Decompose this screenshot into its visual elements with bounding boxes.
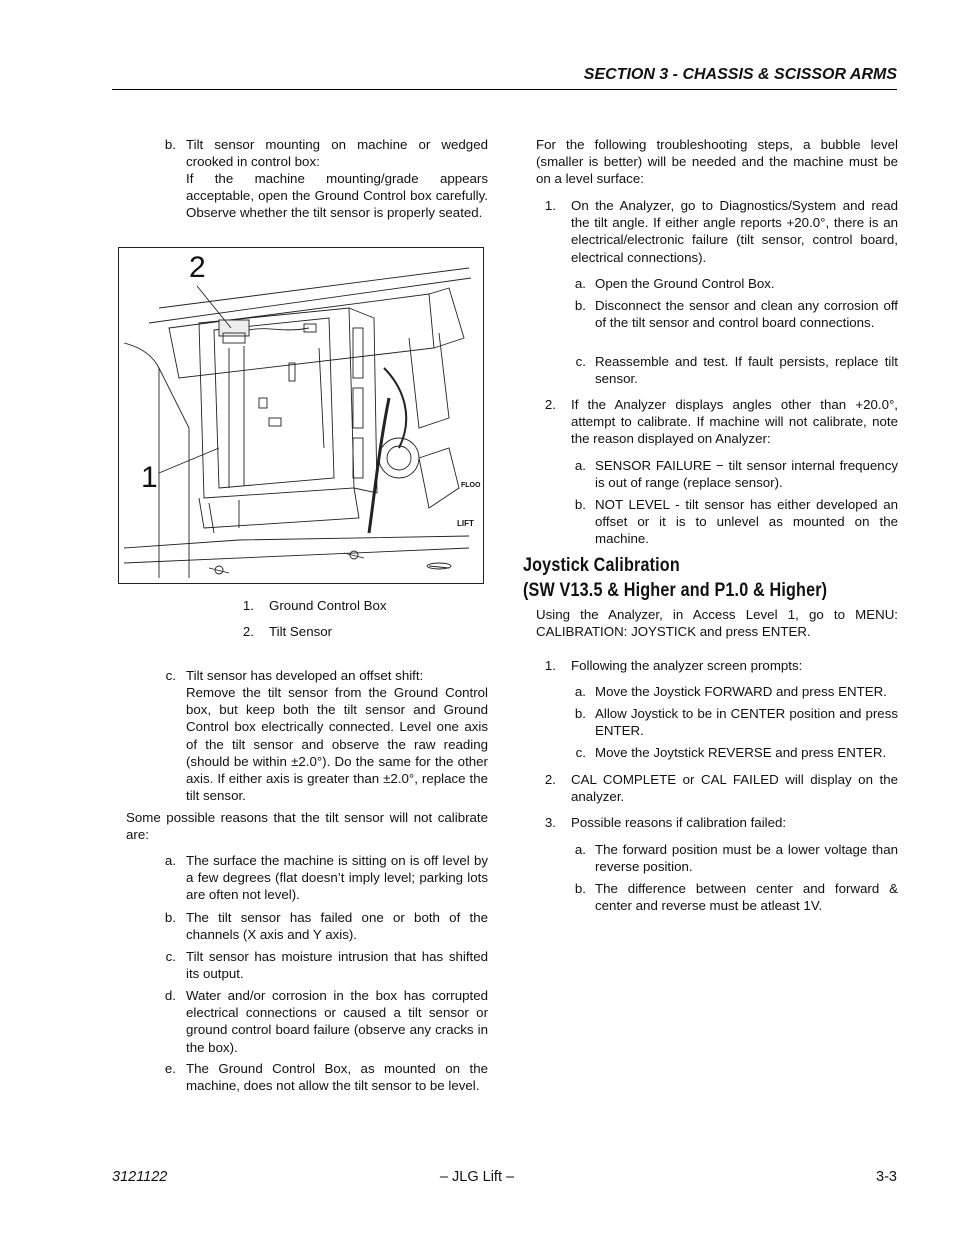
ground-control-box-figure [118,247,484,584]
step-text: If the Analyzer displays angles other than +20.0°, attempt to calibrate. If machine will not calibrate, note the reason displayed on Analyzer: [571,397,898,447]
list-marker: e. [164,1061,176,1076]
sub-marker: b. [574,497,586,512]
sub-text: The difference between center and forward & center and reverse must be atleast 1V. [595,881,898,914]
sub-marker: b. [574,706,586,721]
list-item: The surface the machine is sitting on is off level by a few degrees (flat doesn’t imply level; parking lots are often not level). [186,853,488,903]
step-text: On the Analyzer, go to Diagnostics/System and read the tilt angle. If either angle reports +20.0°, there is an electrical/electronic failure (tilt sensor, control board, electrical connections). [571,198,898,265]
sub-marker: a. [574,458,586,473]
list-marker: b. [164,910,176,925]
reasons-intro: Some possible reasons that the tilt sensor will not calibrate are: [126,810,488,843]
list-marker: a. [164,853,176,868]
sub-text: NOT LEVEL - tilt sensor has either developed an offset or it is to unlevel as mounted on the machine. [595,497,898,547]
joystick-intro: Using the Analyzer, in Access Level 1, go to MENU: CALIBRATION: JOYSTICK and press ENTER. [536,607,898,640]
sub-text: Disconnect the sensor and clean any corrosion off of the tilt sensor and control board connections. [595,298,898,331]
sub-marker: b. [574,298,586,313]
header-rule [112,89,897,90]
section-heading-line2: (SW V13.5 & Higher and P1.0 & Higher) [523,580,828,601]
footer-center: – JLG Lift – [439,1169,515,1185]
list-item: The Ground Control Box, as mounted on the machine, does not allow the tilt sensor to be level. [186,1061,488,1094]
legend-label: Tilt Sensor [269,624,333,639]
footer-page-number: 3-3 [876,1169,897,1185]
step-marker: 1. [544,658,556,673]
sub-marker: a. [574,684,586,699]
list-marker: d. [164,988,176,1003]
sub-text: Open the Ground Control Box. [595,276,775,291]
sub-text: The forward position must be a lower voltage than reverse position. [595,842,898,875]
item-c-detail: Remove the tilt sensor from the Ground Control box, but keep both the tilt sensor and Ground Control box electrically connected. Level one axis of the tilt sensor and observe the raw reading (should be within ±2.0°). Do the same for the other axis. If either axis is greater than ±2.0°, replace the tilt sensor. [186,685,488,804]
step-marker: 2. [544,772,556,787]
item-b-detail: If the machine mounting/grade appears acceptable, open the Ground Control box carefully. Observe whether the tilt sensor is properly seated. [186,171,488,221]
section-heading-line1: Joystick Calibration [523,555,680,576]
step-marker: 1. [544,198,556,213]
step-marker: 3. [544,815,556,830]
sub-text: Move the Joytstick REVERSE and press ENTER. [595,745,887,760]
item-c-marker: c. [165,668,176,683]
figure-illustration [119,248,483,583]
step-text: CAL COMPLETE or CAL FAILED will display on the analyzer. [571,772,898,805]
sub-marker: c. [575,354,586,369]
sub-marker: a. [574,842,586,857]
sub-text: Allow Joystick to be in CENTER position and press ENTER. [595,706,898,739]
step-text: Possible reasons if calibration failed: [571,815,787,830]
item-c-text: Tilt sensor has developed an offset shift: [186,668,424,683]
step-marker: 2. [544,397,556,412]
machine-stamp-floor: FLOO [461,482,481,489]
item-b-marker: b. [164,137,176,152]
legend-num: 1. [242,598,254,613]
item-b-text: Tilt sensor mounting on machine or wedged crooked in control box: [186,137,488,170]
sub-marker: b. [574,881,586,896]
sub-text: Reassemble and test. If fault persists, replace tilt sensor. [595,354,898,387]
step-text: Following the analyzer screen prompts: [571,658,803,673]
list-item: The tilt sensor has failed one or both of the channels (X axis and Y axis). [186,910,488,943]
list-item: Water and/or corrosion in the box has corrupted electrical connections or caused a tilt sensor or ground control board failure (observe any cracks in the box). [186,988,488,1055]
list-item: Tilt sensor has moisture intrusion that has shifted its output. [186,949,488,982]
sub-marker: c. [575,745,586,760]
callout-2: 2 [189,251,206,284]
callout-1: 1 [141,461,158,494]
footer-doc-number: 3121122 [112,1169,168,1185]
legend-num: 2. [242,624,254,639]
section-header: SECTION 3 - CHASSIS & SCISSOR ARMS [583,66,897,83]
legend-label: Ground Control Box [269,598,387,613]
machine-stamp-lift: LIFT [457,519,474,528]
sub-text: Move the Joystick FORWARD and press ENTER. [595,684,887,699]
sub-marker: a. [574,276,586,291]
troubleshoot-intro: For the following troubleshooting steps, a bubble level (smaller is better) will be needed and the machine must be on a level surface: [536,137,898,187]
list-marker: c. [165,949,176,964]
sub-text: SENSOR FAILURE − tilt sensor internal frequency is out of range (replace sensor). [595,458,898,491]
